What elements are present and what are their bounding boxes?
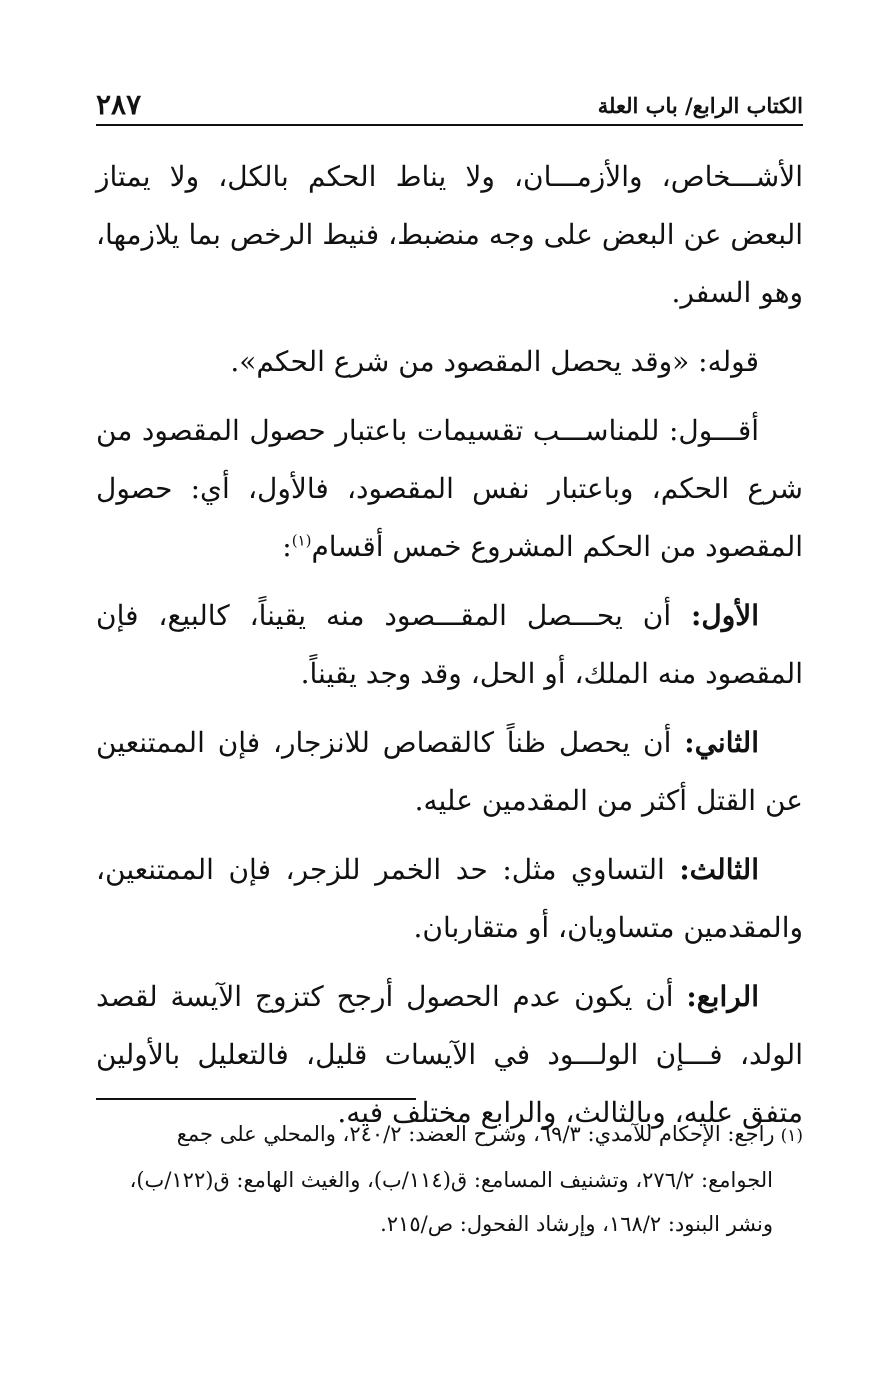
paragraph-2: قوله: «وقد يحصل المقصود من شرع الحكم».	[230, 345, 759, 378]
third-division-text: التساوي مثل: حد الخمر للزجر، فإن الممتنعين، والمقدمين متساويان، أو متقاربان.	[96, 853, 803, 944]
footnote-reference: (١)	[291, 531, 312, 550]
first-division-text: أن يحـــصل المقـــصود منه يقيناً، كالبيع، فإن المقصود منه الملك، أو الحل، وقد وجد يقيناً.	[96, 599, 803, 690]
paragraph-first-division	[96, 587, 803, 703]
footnote-line-3: ونشر البنود: ١٦٨/٢، وإرشاد الفحول: ص/٢١٥.	[380, 1212, 773, 1236]
footnote-divider	[96, 1098, 416, 1100]
term-second: الثاني:	[684, 726, 759, 759]
term-third: الثالث:	[679, 853, 759, 886]
fourth-division-text: أن يكون عدم الحصول أرجح كتزوج الآيسة لقصد الولد، فـــإن الولـــود في الآيسات قليل، فالتعليل بالأولين متفق عليه، وبالثالث، والرابع مختلف فيه.	[96, 980, 803, 1129]
footnote-line-2: الجوامع: ٢٧٦/٢، وتشنيف المسامع: ق(١١٤/ب)، والغيث الهامع: ق(١٢٢/ب)،	[129, 1168, 773, 1192]
term-first: الأول:	[691, 599, 759, 632]
body-text	[96, 148, 803, 1153]
second-division-text: أن يحصل ظناً كالقصاص للانزجار، فإن الممتنعين عن القتل أكثر من المقدمين عليه.	[96, 726, 803, 817]
running-title: الكتاب الرابع/ باب العلة	[597, 93, 803, 118]
paragraph-third-division	[96, 841, 803, 957]
page-number: ٢٨٧	[96, 88, 142, 121]
paragraph-3-end: :	[282, 530, 292, 563]
term-fourth: الرابع:	[686, 980, 759, 1013]
paragraph-1: الأشـــخاص، والأزمـــان، ولا يناط الحكم بالكل، ولا يمتاز البعض عن البعض على وجه منضبط، فنيط الرخص بما يلازمها، وهو السفر.	[96, 160, 803, 309]
page-header	[96, 88, 803, 126]
paragraph-second-division	[96, 714, 803, 830]
footnote-line-1	[96, 1112, 803, 1158]
footnote-text-1: راجع: الإحكام للآمدي: ٦٩/٣، وشرح العضد: ٢٤٠/٢، والمحلي على جمع	[176, 1122, 775, 1146]
footnotes	[96, 1112, 803, 1246]
footnote-mark: (١)	[780, 1126, 803, 1146]
paragraph-3-text: أقـــول: للمناســـب تقسيمات باعتبار حصول المقصود من شرع الحكم، وباعتبار نفس المقصود، فالأول، أي: حصول المقصود من الحكم المشروع خمس أقسام	[96, 414, 803, 563]
paragraph-3	[96, 402, 803, 576]
